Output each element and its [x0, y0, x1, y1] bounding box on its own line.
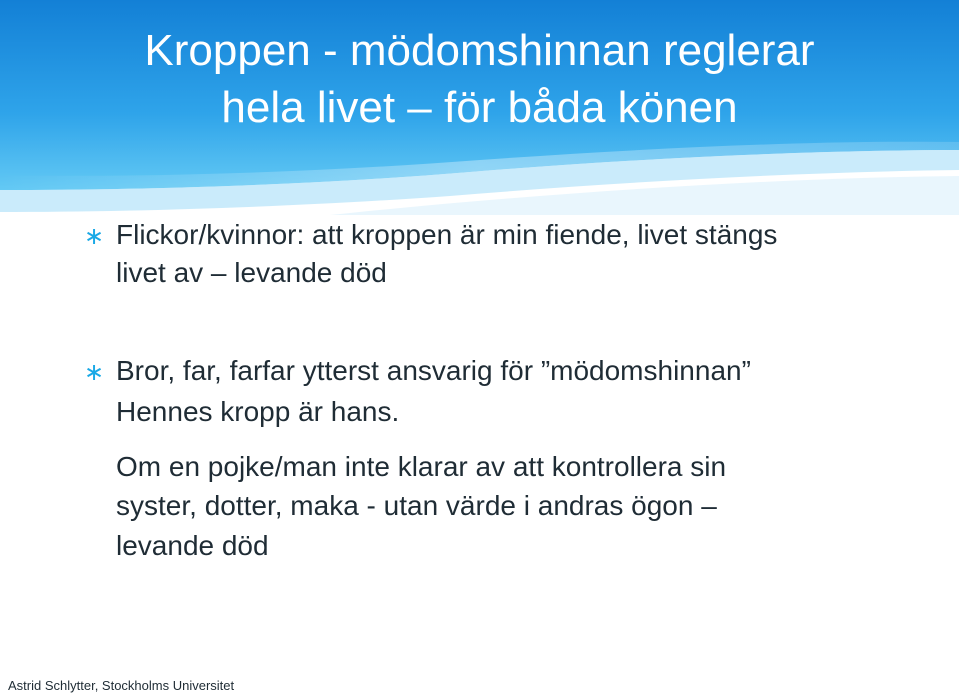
asterisk-bullet-icon: ∗ — [84, 222, 105, 250]
bullet-2-line-2: Hennes kropp är hans. — [116, 396, 400, 427]
bullet-1-line-1: Flickor/kvinnor: att kroppen är min fiende, livet stängs — [116, 219, 778, 250]
asterisk-bullet-icon: ∗ — [84, 358, 105, 386]
footer-author: Astrid Schlytter, Stockholms Universitet — [8, 678, 235, 693]
bullet-1-line-2: livet av – levande död — [116, 257, 387, 288]
title-line-2: hela livet – för båda könen — [221, 83, 738, 132]
bullet-2-line-5: levande död — [116, 530, 269, 561]
title-line-1: Kroppen - mödomshinnan reglerar — [144, 26, 815, 75]
bullet-2-line-4: syster, dotter, maka - utan värde i andras ögon – — [116, 490, 717, 521]
bullet-2-line-3: Om en pojke/man inte klarar av att kontrollera sin — [116, 451, 727, 482]
bullet-2-line-1: Bror, far, farfar ytterst ansvarig för ”mödomshinnan” — [116, 355, 751, 386]
